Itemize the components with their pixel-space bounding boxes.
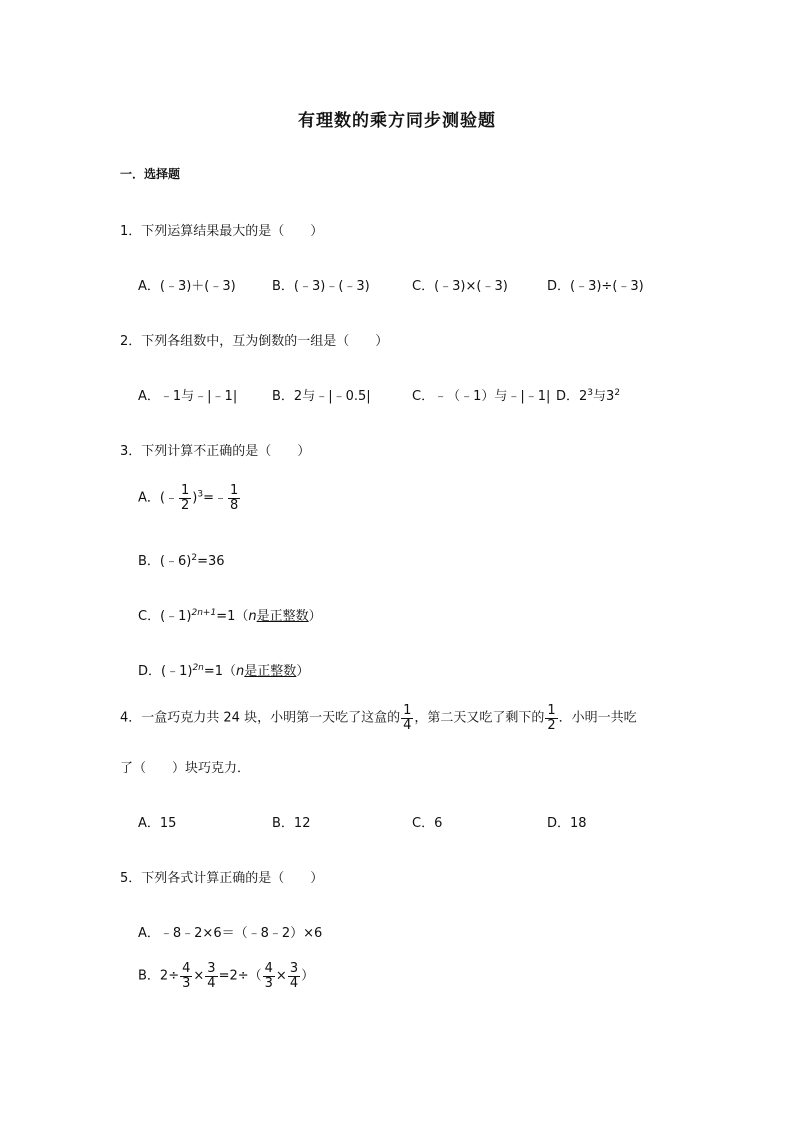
q5b-fraction-4-denominator: 4 (289, 975, 299, 991)
q3d-variable: n (236, 664, 245, 679)
q3d-close: ） (296, 664, 310, 679)
q3-option-b (138, 550, 225, 569)
q2-option-d-exponent-1: 3 (587, 388, 594, 398)
q3a-fraction-2-denominator: 8 (229, 497, 239, 513)
question-1-stem: 1．下列运算结果最大的是（ ） (120, 224, 324, 239)
q3a-prefix: A．( (138, 490, 165, 506)
question-4-stem-line-2: 了（ ）块巧克力． (120, 761, 251, 776)
q5b-fraction-1 (180, 962, 192, 990)
q2-option-d-middle: 与3 (593, 389, 615, 404)
q3a-close-paren: ) (192, 490, 198, 506)
q3a-fraction-1-denominator: 2 (180, 497, 190, 513)
question-5-stem: 5．下列各式计算正确的是（ ） (120, 871, 324, 886)
q4-option-d: D．18 (547, 816, 587, 831)
q5b-fraction-3 (263, 962, 275, 990)
q5b-close: ） (301, 968, 315, 984)
q3b-prefix: B．(﹣6) (138, 554, 192, 569)
q5b-fraction-1-denominator: 3 (182, 975, 191, 991)
question-3-stem: 3．下列计算不正确的是（ ） (120, 444, 311, 459)
q3a-fraction-1-numerator: 1 (180, 483, 190, 498)
section-heading: 一．选择题 (120, 167, 181, 181)
q3c-variable: n (248, 609, 257, 624)
q2-option-d-prefix: D．2 (556, 389, 588, 404)
q4-option-b: B．12 (272, 816, 311, 831)
q2-option-d-exponent-2: 2 (614, 388, 621, 398)
q5b-fraction-4 (288, 962, 300, 990)
q5b-middle: =2÷（ (218, 968, 262, 984)
q4-stem-part-1: 4．一盒巧克力共 24 块，小明第一天吃了这盒的 (120, 710, 401, 726)
question-4-stem (120, 704, 637, 732)
q4-fraction-2 (545, 704, 557, 732)
q3-option-c (138, 605, 322, 624)
q5b-fraction-3-numerator: 4 (264, 961, 273, 976)
q3a-exponent: 3 (197, 489, 204, 500)
q5b-fraction-4-numerator: 3 (289, 961, 299, 976)
q5b-fraction-2 (205, 962, 217, 990)
question-2-stem: 2．下列各组数中，互为倒数的一组是（ ） (120, 334, 389, 349)
q4-fraction-2-numerator: 1 (547, 703, 556, 718)
q3a-fraction-2 (228, 484, 240, 512)
q2-option-c: C．﹣（﹣1）与﹣|﹣1| (412, 389, 551, 404)
q1-option-d: D．(﹣3)÷(﹣3) (547, 279, 644, 294)
q3-option-a (138, 484, 241, 512)
q4-fraction-2-denominator: 2 (547, 717, 556, 733)
q3d-result: =1（ (203, 664, 237, 679)
q3a-fraction-2-numerator: 1 (229, 483, 239, 498)
q3a-equals: =﹣ (203, 490, 227, 506)
q3c-result: =1（ (216, 609, 249, 624)
q3b-exponent: 2 (191, 553, 198, 563)
q2-option-b: B．2与﹣|﹣0.5| (272, 389, 371, 404)
q5b-fraction-3-denominator: 3 (264, 975, 273, 991)
q3b-result: =36 (197, 554, 225, 569)
q4-fraction-1-numerator: 1 (403, 703, 412, 718)
q4-fraction-1 (401, 704, 413, 732)
q4-stem-part-2: ，第二天又吃了剩下的 (414, 710, 545, 726)
q1-option-b: B．(﹣3)﹣(﹣3) (272, 279, 370, 294)
page-title: 有理数的乘方同步测验题 (298, 111, 496, 131)
q3c-close: ） (308, 609, 322, 624)
q3d-prefix: D．(﹣1) (138, 664, 193, 679)
q3d-condition: 是正整数 (244, 664, 297, 679)
q4-option-c: C．6 (412, 816, 443, 831)
q2-option-d (556, 385, 620, 404)
q3a-fraction-1 (179, 484, 191, 512)
q5-option-a: A．﹣8﹣2×6＝（﹣8﹣2）×6 (138, 926, 323, 941)
q5b-times-2: × (275, 968, 287, 984)
q5b-fraction-2-numerator: 3 (207, 961, 216, 976)
q3c-prefix: C．(﹣1) (138, 609, 192, 624)
q5b-times-1: × (193, 968, 205, 984)
q5b-prefix: B．2÷ (138, 968, 180, 984)
q1-option-a: A．(﹣3)＋(﹣3) (138, 279, 236, 294)
q4-fraction-1-denominator: 4 (403, 717, 412, 733)
q3d-exponent: 2n (192, 663, 204, 673)
q3c-condition: 是正整数 (256, 609, 309, 624)
q3a-sign: ﹣ (164, 490, 178, 506)
q5b-fraction-1-numerator: 4 (182, 961, 191, 976)
q4-stem-part-3: ．小明一共吃 (558, 710, 637, 726)
q5-option-b (138, 962, 314, 990)
q1-option-c: C．(﹣3)×(﹣3) (412, 279, 508, 294)
q3-option-d (138, 660, 309, 679)
q4-option-a: A．15 (138, 816, 177, 831)
q5b-fraction-2-denominator: 4 (207, 975, 216, 991)
q3c-exponent: 2n+1 (191, 608, 217, 618)
q2-option-a: A．﹣1与﹣|﹣1| (138, 389, 238, 404)
